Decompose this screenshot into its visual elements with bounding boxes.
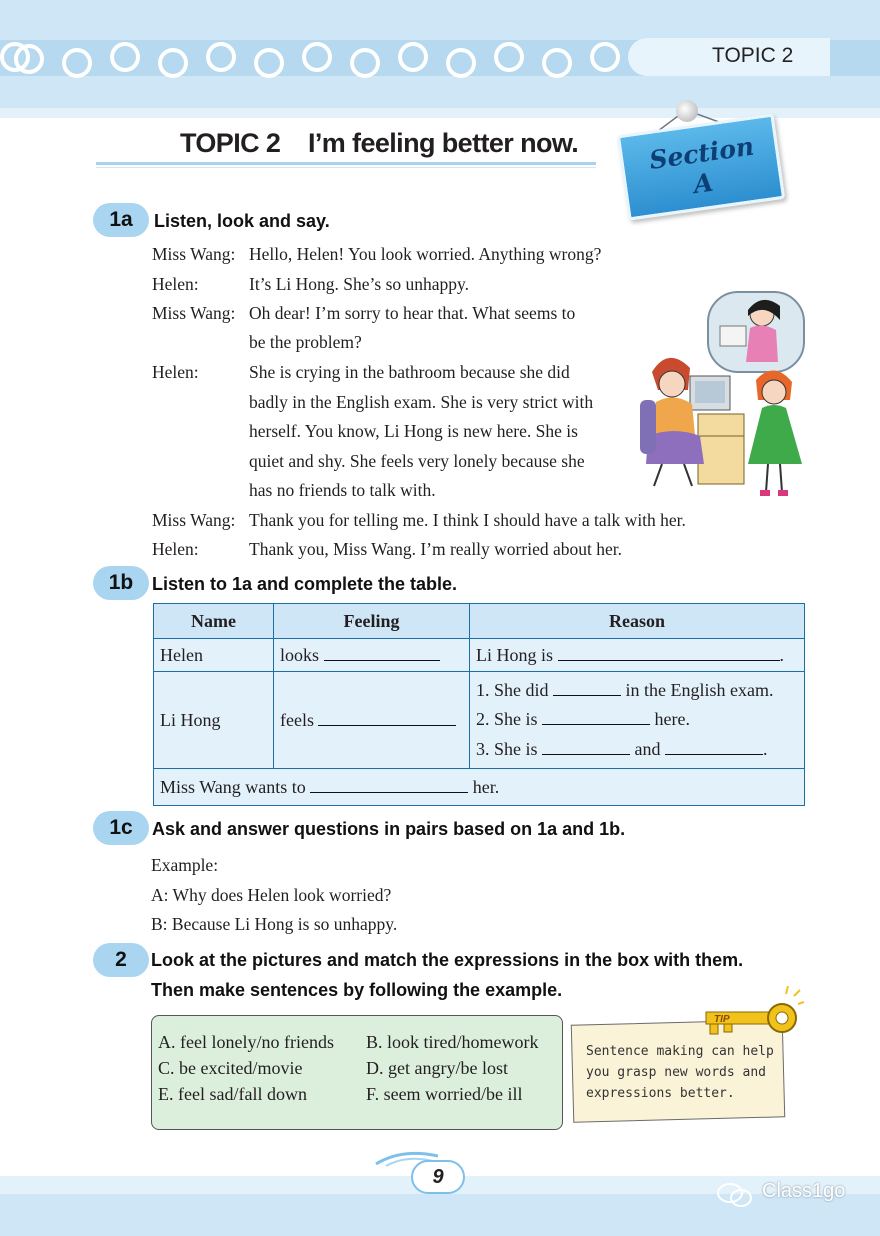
- answer-blank[interactable]: [542, 738, 630, 755]
- speaker-label: Helen:: [152, 539, 199, 559]
- decor-ring: [206, 42, 236, 72]
- speaker-label: Miss Wang:: [152, 303, 236, 323]
- speaker-label: Miss Wang:: [152, 510, 236, 530]
- page-number: 9: [411, 1160, 465, 1194]
- instruction-2-line1: Look at the pictures and match the expressions in the box with them.: [151, 950, 744, 970]
- dialogue-line: quiet and shy. She feels very lonely because she: [249, 451, 585, 471]
- dialogue-line: herself. You know, Li Hong is new here. She is: [249, 421, 578, 441]
- pin-icon: [676, 100, 698, 122]
- activity-badge-1a: 1a: [93, 203, 149, 237]
- reason-line: [476, 705, 798, 735]
- answer-blank[interactable]: [318, 709, 456, 726]
- answer-blank[interactable]: [558, 644, 780, 661]
- summary-text: her.: [472, 777, 500, 797]
- expression-item: E. feel sad/fall down: [158, 1084, 307, 1104]
- title-rule: [96, 162, 596, 165]
- dialogue-line: Hello, Helen! You look worried. Anything wrong?: [249, 244, 602, 264]
- topic-tab-label: TOPIC 2: [712, 44, 794, 67]
- table-cell: Helen: [154, 639, 274, 672]
- reason-text: .: [763, 738, 768, 759]
- watermark: Class1go: [762, 1180, 846, 1202]
- speaker-label: Miss Wang:: [152, 244, 236, 264]
- column-header: Name: [154, 604, 274, 639]
- activity-badge-1c: 1c: [93, 811, 149, 845]
- reason-text: .: [779, 645, 785, 665]
- speaker-label: Helen:: [152, 274, 199, 294]
- decor-ring: [590, 42, 620, 72]
- example-line-a: A: Why does Helen look worried?: [151, 885, 392, 905]
- expression-item: F. seem worried/be ill: [366, 1084, 523, 1104]
- header-band: [0, 0, 880, 108]
- table-cell: [274, 639, 470, 672]
- page-title: TOPIC 2 I’m feeling better now.: [180, 128, 579, 158]
- reason-text: 3. She is: [476, 738, 538, 759]
- instruction-1a: Listen, look and say.: [154, 211, 330, 231]
- reason-text: Li Hong is: [476, 645, 554, 665]
- expressions-box: [151, 1015, 563, 1130]
- tip-label: TIP: [714, 1014, 730, 1025]
- expression-item: D. get angry/be lost: [366, 1058, 508, 1078]
- topic-tab: [628, 38, 830, 76]
- decor-ring: [254, 48, 284, 78]
- dialogue-line: be the problem?: [249, 332, 362, 352]
- tip-text: Sentence making can help you grasp new words and expressions better.: [586, 1044, 774, 1101]
- table-cell: Li Hong: [154, 672, 274, 769]
- table-cell: [274, 672, 470, 769]
- classroom-illustration: [634, 286, 810, 500]
- example-line-b: B: Because Li Hong is so unhappy.: [151, 914, 398, 934]
- table-cell: [154, 769, 805, 806]
- table-header-row: [154, 604, 805, 639]
- column-header: Feeling: [274, 604, 470, 639]
- instruction-1b: Listen to 1a and complete the table.: [152, 574, 458, 594]
- wechat-icon: [716, 1182, 754, 1208]
- expression-item: A. feel lonely/no friends: [158, 1032, 334, 1052]
- table-row: [154, 769, 805, 806]
- answer-blank[interactable]: [553, 679, 621, 696]
- decor-ring: [398, 42, 428, 72]
- answer-blank[interactable]: [665, 738, 763, 755]
- dialogue-line: Thank you for telling me. I think I should have a talk with her.: [249, 510, 686, 530]
- feeling-word: looks: [280, 645, 320, 665]
- decor-ring: [446, 48, 476, 78]
- summary-text: Miss Wang wants to: [160, 777, 306, 797]
- column-header: Reason: [470, 604, 805, 639]
- decor-ring: [302, 42, 332, 72]
- decor-ring: [110, 42, 140, 72]
- expression-item: B. look tired/homework: [366, 1032, 539, 1052]
- feelings-table: [153, 603, 805, 806]
- reason-text: in the English exam.: [625, 679, 774, 700]
- answer-blank[interactable]: [310, 776, 468, 793]
- reason-text: 2. She is: [476, 709, 538, 730]
- dialogue-line: She is crying in the bathroom because she did: [249, 362, 570, 382]
- section-sign-line1: Section: [647, 131, 756, 175]
- answer-blank[interactable]: [542, 708, 650, 725]
- section-sign-line2: A: [691, 167, 715, 200]
- speaker-label: Helen:: [152, 362, 199, 382]
- dialogue-line: has no friends to talk with.: [249, 480, 436, 500]
- feeling-word: feels: [280, 710, 314, 730]
- activity-badge-2: 2: [93, 943, 149, 977]
- table-cell: [470, 672, 805, 769]
- decor-ring: [14, 44, 44, 74]
- section-sign-text: [648, 132, 755, 205]
- instruction-1c: Ask and answer questions in pairs based on 1a and 1b.: [152, 819, 626, 839]
- decor-ring: [350, 48, 380, 78]
- table-row: [154, 672, 805, 769]
- activity-badge-1b: 1b: [93, 566, 149, 600]
- decor-ring: [62, 48, 92, 78]
- reason-text: here.: [654, 709, 690, 730]
- reason-line: [476, 676, 798, 706]
- answer-blank[interactable]: [324, 644, 440, 661]
- reason-text: 1. She did: [476, 679, 549, 700]
- expression-item: C. be excited/movie: [158, 1058, 303, 1078]
- table-row: [154, 639, 805, 672]
- decor-ring: [158, 48, 188, 78]
- reason-line: [476, 735, 798, 765]
- key-icon: [700, 986, 804, 1040]
- dialogue-line: badly in the English exam. She is very strict with: [249, 392, 594, 412]
- dialogue-line: It’s Li Hong. She’s so unhappy.: [249, 274, 470, 294]
- decor-ring: [542, 48, 572, 78]
- table-cell: [470, 639, 805, 672]
- dialogue-line: Oh dear! I’m sorry to hear that. What seems to: [249, 303, 576, 323]
- instruction-2-line2: Then make sentences by following the example.: [151, 980, 563, 1000]
- dialogue-line: Thank you, Miss Wang. I’m really worried about her.: [249, 539, 622, 559]
- decor-ring: [494, 42, 524, 72]
- example-label: Example:: [151, 855, 219, 875]
- reason-text: and: [634, 738, 661, 759]
- title-rule-thin: [96, 167, 596, 168]
